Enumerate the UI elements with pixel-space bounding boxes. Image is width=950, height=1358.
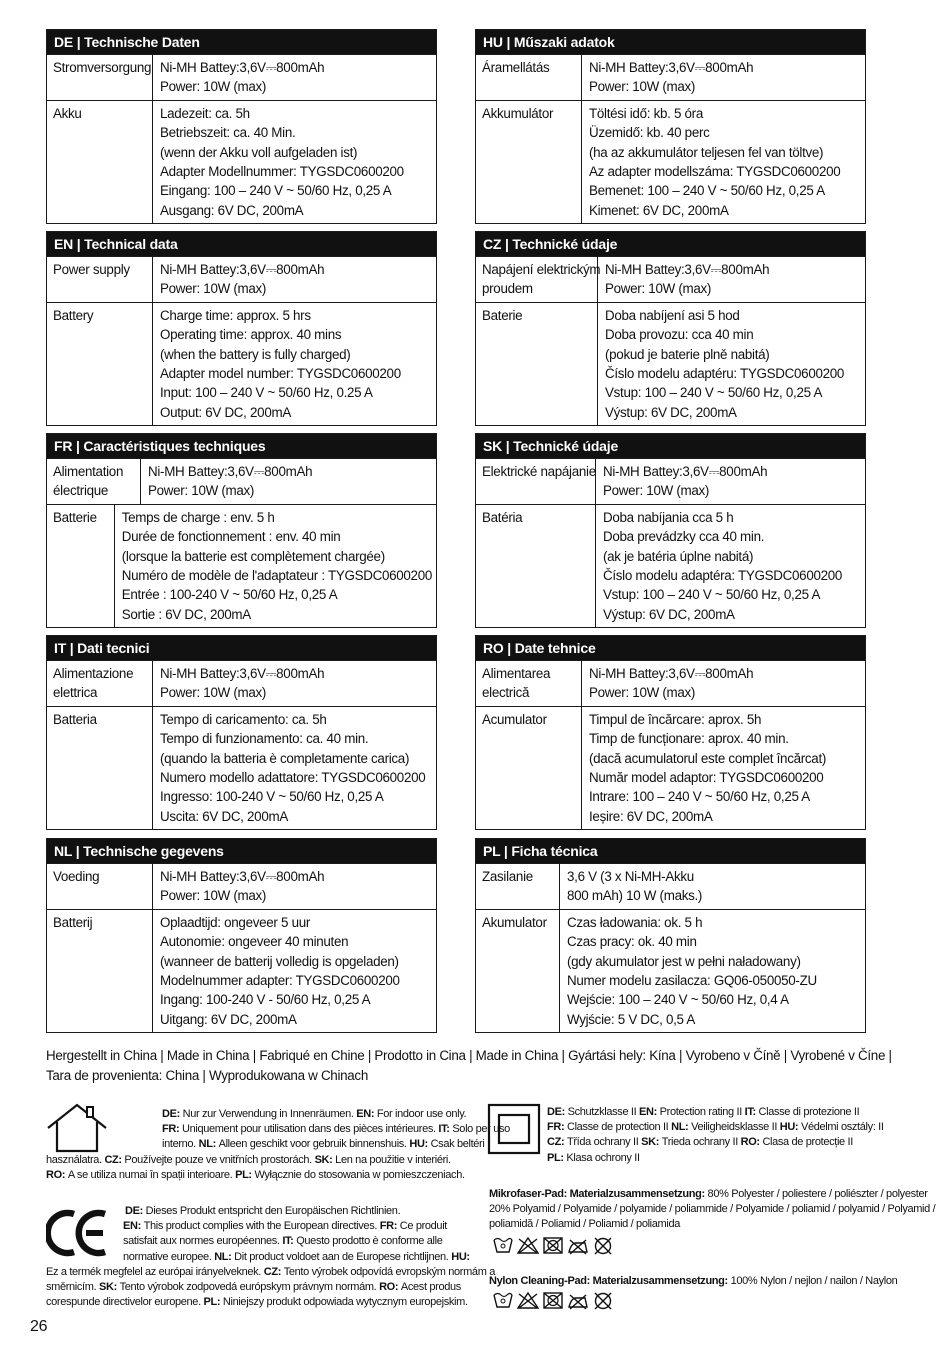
spec-label-line: Acumulator [482, 711, 547, 727]
spec-value [582, 661, 865, 706]
spec-row [476, 909, 865, 1032]
spec-value-line: Ieșire: 6V DC, 200mA [589, 808, 713, 824]
spec-fr [46, 433, 437, 628]
notice-line [46, 1168, 466, 1183]
notice-line [46, 1234, 466, 1249]
spec-value-line: Timpul de încărcare: aprox. 5h [589, 711, 762, 727]
spec-value-line: Ni-MH Battey:3,6V⎓800mAh [160, 60, 325, 75]
notice-line [46, 1204, 466, 1219]
spec-label-line: Akkumulátor [482, 105, 554, 121]
notice-line [489, 1135, 909, 1150]
spec-value-line: Power: 10W (max) [148, 483, 255, 499]
no-bleach-icon [517, 1236, 539, 1256]
spec-row [476, 660, 865, 706]
spec-label-line: Stromversorgung [53, 60, 152, 75]
notice-text: Questo prodotto è conforme alle [296, 1235, 443, 1248]
notice-text: Ce produit [399, 1220, 448, 1233]
no-iron-icon [567, 1236, 589, 1256]
spec-value-line: Töltési idő: kb. 5 óra [589, 105, 703, 121]
spec-value-line: Číslo modelu adaptéru: TYGSDC0600200 [605, 366, 845, 382]
language-code: SK: [314, 1153, 336, 1166]
spec-label-line: Elektrické napájanie [482, 464, 596, 479]
spec-label-line: Alimentazione [53, 666, 134, 681]
language-code: SK: [99, 1281, 120, 1294]
spec-label-line: elettrica [53, 685, 98, 701]
spec-ro [475, 635, 866, 830]
section-title: IT | Dati tecnici [47, 636, 436, 660]
section-title: DE | Technische Daten [47, 30, 436, 54]
notice-text: használatra. [46, 1153, 105, 1166]
language-code: FR: [162, 1123, 182, 1136]
spec-value-line: (dacă acumulatorul este complet încărcat) [589, 750, 827, 766]
no-tumble-dry-icon [542, 1291, 564, 1311]
spec-row [476, 706, 865, 829]
spec-label [476, 707, 582, 829]
notice-line [489, 1217, 919, 1232]
made-in-statement [46, 1046, 926, 1085]
made-in-line: Tara de provenienta: China | Wyprodukowana w Chinach [46, 1067, 368, 1083]
spec-value-line: Ni-MH Battey:3,6V⎓800mAh [589, 60, 754, 75]
spec-label-line: Power supply [53, 262, 130, 277]
notice-text: Védelmi osztály: II [800, 1121, 884, 1134]
spec-label-line: Alimentarea [482, 666, 551, 681]
notice-text: Nur zur Verwendung in Innenräumen. [182, 1108, 357, 1120]
spec-value-line: Numéro de modèle de l'adaptateur : TYGSDC0600200 [121, 568, 432, 584]
spec-value-line: (lorsque la batterie est complètement chargée) [121, 548, 385, 564]
spec-value-line: Výstup: 6V DC, 200mA [605, 404, 737, 420]
spec-label-line: électrique [53, 483, 109, 499]
spec-cz [475, 231, 866, 426]
spec-label [476, 55, 582, 100]
spec-label-line: Zasilanie [482, 869, 533, 884]
spec-value-line: Tempo di caricamento: ca. 5h [160, 711, 327, 727]
notice-text: 20% Polyamid / Polyamide / polyamide / poliammide / Polyamide / poliamid / polyamid / Polyamid / [489, 1203, 936, 1216]
spec-label [47, 55, 153, 100]
language-code: CZ: [547, 1136, 567, 1149]
spec-value-line: (quando la batteria è completamente carica) [160, 750, 410, 766]
spec-label-line: Batterij [53, 914, 93, 930]
spec-value [153, 303, 436, 425]
notice-line [46, 1295, 466, 1310]
spec-value-line: Autonomie: ongeveer 40 minuten [160, 934, 349, 950]
spec-value-line: Power: 10W (max) [160, 888, 267, 904]
spec-value-line: Vstup: 100 – 240 V ~ 50/60 Hz, 0,25 A [605, 385, 823, 401]
spec-label [476, 101, 582, 223]
language-code: Nylon Cleaning-Pad: Materialzusammensetzung: [489, 1275, 731, 1287]
spec-value [115, 505, 436, 627]
spec-value [598, 257, 865, 302]
spec-value-line: Adapter model number: TYGSDC0600200 [160, 366, 401, 382]
notice-line [46, 1280, 466, 1295]
spec-value [153, 707, 436, 829]
spec-value-line: Power: 10W (max) [589, 79, 696, 95]
notice-text: Dit product voldoet aan de Europese richtlijnen. [234, 1250, 452, 1263]
spec-value-line: Ni-MH Battey:3,6V⎓800mAh [148, 464, 313, 479]
spec-value-line: Tempo di funzionamento: ca. 40 min. [160, 731, 369, 747]
spec-label [47, 707, 153, 829]
spec-value-line: Ni-MH Battey:3,6V⎓800mAh [160, 869, 325, 884]
section-title: NL | Technische gegevens [47, 839, 436, 863]
spec-value-line: Operating time: approx. 40 mins [160, 327, 342, 343]
spec-label [47, 101, 153, 223]
notice-text: 80% Polyester / poliestere / poliészter / polyester [707, 1188, 928, 1200]
spec-row [47, 660, 436, 706]
no-bleach-icon [517, 1291, 539, 1311]
protection-notice [489, 1105, 909, 1166]
spec-label [47, 257, 153, 302]
spec-value-line: Ingang: 100-240 V - 50/60 Hz, 0,25 A [160, 992, 371, 1008]
section-title: EN | Technical data [47, 232, 436, 256]
notice-line [46, 1265, 495, 1280]
notice-text: This product complies with the European directives. [143, 1220, 380, 1233]
spec-value-line: Výstup: 6V DC, 200mA [603, 606, 735, 622]
spec-value-line: Uscita: 6V DC, 200mA [160, 808, 288, 824]
notice-text: Dieses Produkt entspricht den Europäischen Richtlinien. [145, 1205, 401, 1217]
spec-value-line: Modelnummer adapter: TYGSDC0600200 [160, 973, 400, 989]
spec-label-line: electrică [482, 685, 530, 701]
notice-text: Solo per uso [452, 1123, 510, 1136]
language-code: IT: [282, 1235, 297, 1248]
spec-value-line: Czas pracy: ok. 40 min [567, 934, 697, 950]
spec-value-line: (wanneer de batterij volledig is opgeladen) [160, 953, 399, 969]
notice-text: Niniejszy produkt odpowiada wytycznym europejskim. [222, 1296, 468, 1309]
spec-label [476, 303, 598, 425]
spec-value-line: Wejście: 100 – 240 V ~ 50/60 Hz, 0,4 A [567, 992, 789, 1008]
spec-value-line: Eingang: 100 – 240 V ~ 50/60 Hz, 0,25 A [160, 183, 392, 199]
no-dry-clean-icon [592, 1236, 614, 1256]
spec-value [582, 101, 865, 223]
spec-value-line: Durée de fonctionnement : env. 40 min [121, 529, 341, 545]
spec-value-line: Power: 10W (max) [160, 79, 267, 95]
spec-label-line: Áramellátás [482, 60, 550, 75]
spec-label-line: Napájení elektrickým [482, 262, 601, 277]
notice-text: Tento výrobok zodpovedá európskym právnym normám. [119, 1281, 380, 1294]
spec-value-line: Input: 100 – 240 V ~ 50/60 Hz, 0.25 A [160, 385, 373, 401]
spec-value-line: Az adapter modellszáma: TYGSDC0600200 [589, 164, 841, 180]
spec-value-line: Číslo modelu adaptéra: TYGSDC0600200 [603, 568, 843, 584]
spec-row [476, 863, 865, 909]
indoor-notice [46, 1107, 510, 1183]
spec-label-line: Voeding [53, 869, 100, 884]
language-code: PL: [203, 1296, 223, 1309]
language-code: EN: [356, 1108, 377, 1120]
notice-text: Csak beltéri [430, 1138, 485, 1151]
made-in-line: Hergestellt in China | Made in China | Fabriqué en Chine | Prodotto in Cina | Made in China | Gyártási hely: Kína | Vyrobeno v Číně | Vyrobené v Číne | [46, 1048, 892, 1063]
care-symbols-microfiber [492, 1236, 614, 1256]
spec-value-line: Ni-MH Battey:3,6V⎓800mAh [603, 464, 768, 479]
spec-value-line: Temps de charge : env. 5 h [121, 509, 275, 525]
spec-value [596, 505, 865, 627]
spec-en [46, 231, 437, 426]
spec-value-line: Intrare: 100 – 240 V ~ 50/60 Hz, 0,25 A [589, 789, 810, 805]
spec-value [153, 864, 436, 909]
spec-label [47, 303, 153, 425]
notice-text: Ez a termék megfelel az európai irányelveknek. [46, 1265, 264, 1278]
spec-value-line: Power: 10W (max) [605, 281, 712, 297]
spec-label [47, 910, 153, 1032]
spec-value [153, 101, 436, 223]
spec-label [47, 459, 141, 504]
no-iron-icon [567, 1291, 589, 1311]
spec-value-line: Ingresso: 100-240 V ~ 50/60 Hz, 0,25 A [160, 789, 384, 805]
wash-tub-icon [492, 1236, 514, 1256]
language-code: FR: [547, 1121, 567, 1134]
language-code: DE: [547, 1106, 568, 1118]
notice-line [46, 1122, 510, 1137]
notice-text: Schutzklasse II [567, 1106, 640, 1118]
spec-value [153, 257, 436, 302]
language-code: RO: [46, 1168, 68, 1181]
language-code: EN: [639, 1106, 660, 1118]
spec-value-line: Ladezeit: ca. 5h [160, 105, 250, 121]
notice-text: For indoor use only. [376, 1108, 467, 1120]
spec-row [476, 54, 865, 100]
spec-hu [475, 29, 866, 224]
notice-text: Clasa de protecție II [762, 1136, 853, 1149]
wash-tub-icon [492, 1291, 514, 1311]
spec-value-line: Bemenet: 100 – 240 V ~ 50/60 Hz, 0,25 A [589, 183, 825, 199]
spec-label [476, 864, 560, 909]
notice-text: Classe di protezione II [758, 1106, 860, 1118]
language-code: CZ: [263, 1265, 284, 1278]
page-number: 26 [30, 1318, 48, 1335]
nylon-pad-composition [489, 1274, 919, 1289]
spec-row [47, 863, 436, 909]
spec-value-line: Sortie : 6V DC, 200mA [121, 606, 251, 622]
spec-value-line: Wyjście: 5 V DC, 0,5 A [567, 1011, 695, 1027]
spec-value-line: Număr model adaptor: TYGSDC0600200 [589, 770, 824, 786]
spec-value [560, 864, 865, 909]
spec-value-line: Doba nabíjania cca 5 h [603, 509, 734, 525]
spec-pl [475, 838, 866, 1033]
language-code: RO: [379, 1281, 401, 1294]
ce-notice [46, 1204, 495, 1310]
spec-value-line: Kimenet: 6V DC, 200mA [589, 202, 729, 218]
section-title: RO | Date tehnice [476, 636, 865, 660]
spec-value-line: (wenn der Akku voll aufgeladen ist) [160, 144, 358, 160]
notice-line [46, 1153, 466, 1168]
language-code: NL: [214, 1250, 235, 1263]
spec-value-line: Entrée : 100-240 V ~ 50/60 Hz, 0,25 A [121, 587, 338, 603]
spec-value-line: Doba prevádzky cca 40 min. [603, 529, 765, 545]
spec-value-line: (pokud je baterie plně nabitá) [605, 346, 770, 362]
spec-row [47, 504, 436, 627]
spec-value-line: Numero modello adattatore: TYGSDC0600200 [160, 770, 426, 786]
spec-row [47, 909, 436, 1032]
notice-line [489, 1151, 909, 1166]
spec-value-line: Power: 10W (max) [160, 281, 267, 297]
section-title: FR | Caractéristiques techniques [47, 434, 436, 458]
spec-value-line: Vstup: 100 – 240 V ~ 50/60 Hz, 0,25 A [603, 587, 821, 603]
spec-value-line: Doba provozu: cca 40 min [605, 327, 754, 343]
spec-de [46, 29, 437, 224]
spec-label [476, 505, 596, 627]
language-code: EN: [123, 1220, 144, 1233]
spec-value-line: Ni-MH Battey:3,6V⎓800mAh [160, 666, 325, 681]
notice-text: satisfait aux normes européennes. [123, 1235, 283, 1248]
spec-value-line: Doba nabíjení asi 5 hod [605, 307, 740, 323]
spec-label [476, 910, 560, 1032]
notice-line [46, 1107, 466, 1122]
spec-label-line: Batteria [53, 711, 97, 727]
spec-row [47, 256, 436, 302]
spec-value [153, 661, 436, 706]
care-symbols-nylon [492, 1291, 614, 1311]
notice-line [46, 1137, 485, 1152]
spec-value-line: Ausgang: 6V DC, 200mA [160, 202, 304, 218]
spec-value-line: (when the battery is fully charged) [160, 346, 351, 362]
notice-text: interno. [162, 1138, 199, 1151]
spec-row [47, 302, 436, 425]
notice-line [46, 1219, 466, 1234]
section-title: PL | Ficha técnica [476, 839, 865, 863]
language-code: DE: [125, 1205, 146, 1217]
spec-value [582, 707, 865, 829]
spec-label-line: Battery [53, 307, 94, 323]
spec-label-line: Alimentation [53, 464, 124, 479]
spec-value-line: Ni-MH Battey:3,6V⎓800mAh [160, 262, 325, 277]
spec-value-line: Power: 10W (max) [160, 685, 267, 701]
language-code: CZ: [104, 1153, 125, 1166]
language-code: SK: [641, 1136, 662, 1149]
spec-value-line: Ni-MH Battey:3,6V⎓800mAh [605, 262, 770, 277]
spec-value [141, 459, 436, 504]
notice-text: Veiligheidsklasse II [691, 1121, 780, 1134]
spec-label [47, 864, 153, 909]
spec-row [47, 458, 436, 504]
spec-label-line: Baterie [482, 307, 523, 323]
language-code: Mikrofaser-Pad: Materialzusammensetzung: [489, 1188, 708, 1200]
language-code: NL: [671, 1121, 692, 1134]
spec-row [476, 256, 865, 302]
spec-row [47, 706, 436, 829]
notice-text: Třída ochrany II [566, 1136, 642, 1149]
spec-value [560, 910, 865, 1032]
spec-value-line: 800 mAh) 10 W (maks.) [567, 888, 703, 904]
spec-label-line: proudem [482, 281, 533, 297]
spec-value-line: Uitgang: 6V DC, 200mA [160, 1011, 297, 1027]
spec-label [476, 661, 582, 706]
microfiber-pad-composition [489, 1187, 936, 1233]
spec-row [476, 100, 865, 223]
spec-label [476, 257, 601, 302]
language-code: IT: [438, 1123, 453, 1136]
notice-text: Len na použitie v interiéri. [335, 1153, 451, 1166]
notice-line [489, 1202, 936, 1217]
spec-row [476, 302, 865, 425]
spec-value-line: (ha az akkumulátor teljesen fel van töltve) [589, 144, 824, 160]
notice-text: normative europee. [123, 1250, 215, 1263]
spec-value [582, 55, 865, 100]
spec-value-line: Timp de funcționare: aprox. 40 min. [589, 731, 789, 747]
spec-row [476, 458, 865, 504]
notice-text: Tento výrobek odpovídá evropským normám a [283, 1265, 495, 1278]
spec-label-line: Akumulator [482, 914, 547, 930]
notice-line [489, 1105, 909, 1120]
spec-row [47, 100, 436, 223]
notice-text: poliamidă / Poliamid / Poliamid / poliamida [489, 1218, 680, 1231]
notice-text: Trieda ochrany II [661, 1136, 741, 1149]
section-title: SK | Technické údaje [476, 434, 865, 458]
notice-text: Alleen geschikt voor gebruik binnenshuis. [218, 1138, 410, 1151]
notice-text: směrnicím. [46, 1281, 99, 1294]
notice-text: 100% Nylon / nejlon / nailon / Naylon [730, 1275, 898, 1287]
spec-sk [475, 433, 866, 628]
spec-value-line: Ni-MH Battey:3,6V⎓800mAh [589, 666, 754, 681]
spec-value-line: Charge time: approx. 5 hrs [160, 307, 311, 323]
notice-text: Používejte pouze ve vnitřních prostorách. [124, 1153, 315, 1166]
spec-value-line: Numer modelu zasilacza: GQ06-050050-ZU [567, 973, 817, 989]
notice-text: A se utiliza numai în spații interioare. [67, 1168, 236, 1181]
spec-value-line: Betriebszeit: ca. 40 Min. [160, 125, 296, 141]
notice-text: Acest produs [400, 1281, 461, 1294]
language-code: NL: [198, 1138, 219, 1151]
spec-label [47, 661, 153, 706]
notice-text: corespunde directivelor europene. [46, 1296, 204, 1309]
notice-text: Uniquement pour utilisation dans des pièces intérieures. [181, 1123, 439, 1136]
language-code: IT: [744, 1106, 759, 1118]
notice-line [489, 1120, 909, 1135]
section-title: HU | Műszaki adatok [476, 30, 865, 54]
spec-value-line: Power: 10W (max) [589, 685, 696, 701]
spec-row [47, 54, 436, 100]
section-title: CZ | Technické údaje [476, 232, 865, 256]
spec-value-line: Power: 10W (max) [603, 483, 710, 499]
spec-label [476, 459, 596, 504]
spec-value [596, 459, 865, 504]
spec-value-line: 3,6 V (3 x Ni-MH-Akku [567, 869, 694, 884]
spec-row [476, 504, 865, 627]
notice-line [489, 1274, 919, 1289]
spec-value [598, 303, 865, 425]
language-code: DE: [162, 1108, 183, 1120]
language-code: HU: [779, 1121, 801, 1134]
spec-label-line: Akku [53, 105, 82, 121]
language-code: HU: [451, 1250, 470, 1263]
notice-line [489, 1187, 928, 1202]
notice-text: Klasa ochrony II [566, 1151, 640, 1164]
notice-text: Classe de protection II [566, 1121, 672, 1134]
spec-value-line: Output: 6V DC, 200mA [160, 404, 291, 420]
spec-value-line: Oplaadtijd: ongeveer 5 uur [160, 914, 311, 930]
spec-label-line: Batéria [482, 509, 523, 525]
language-code: RO: [740, 1136, 763, 1149]
notice-line [46, 1250, 470, 1265]
spec-nl [46, 838, 437, 1033]
no-dry-clean-icon [592, 1291, 614, 1311]
spec-value [153, 55, 436, 100]
language-code: HU: [409, 1138, 431, 1151]
notice-text: Protection rating II [659, 1106, 745, 1118]
spec-label [47, 505, 115, 627]
spec-value-line: (gdy akumulator jest w pełni naładowany) [567, 953, 801, 969]
language-code: PL: [235, 1168, 255, 1181]
spec-value [153, 910, 436, 1032]
spec-value-line: Üzemidő: kb. 40 perc [589, 125, 710, 141]
spec-value-line: Adapter Modellnummer: TYGSDC0600200 [160, 164, 404, 180]
no-tumble-dry-icon [542, 1236, 564, 1256]
spec-value-line: (ak je batéria úplne nabitá) [603, 548, 754, 564]
spec-it [46, 635, 437, 830]
spec-value-line: Czas ładowania: ok. 5 h [567, 914, 703, 930]
language-code: PL: [547, 1151, 567, 1164]
spec-label-line: Batterie [53, 509, 97, 525]
language-code: FR: [379, 1220, 400, 1233]
notice-text: Wyłącznie do stosowania w pomieszczeniach. [254, 1168, 465, 1181]
